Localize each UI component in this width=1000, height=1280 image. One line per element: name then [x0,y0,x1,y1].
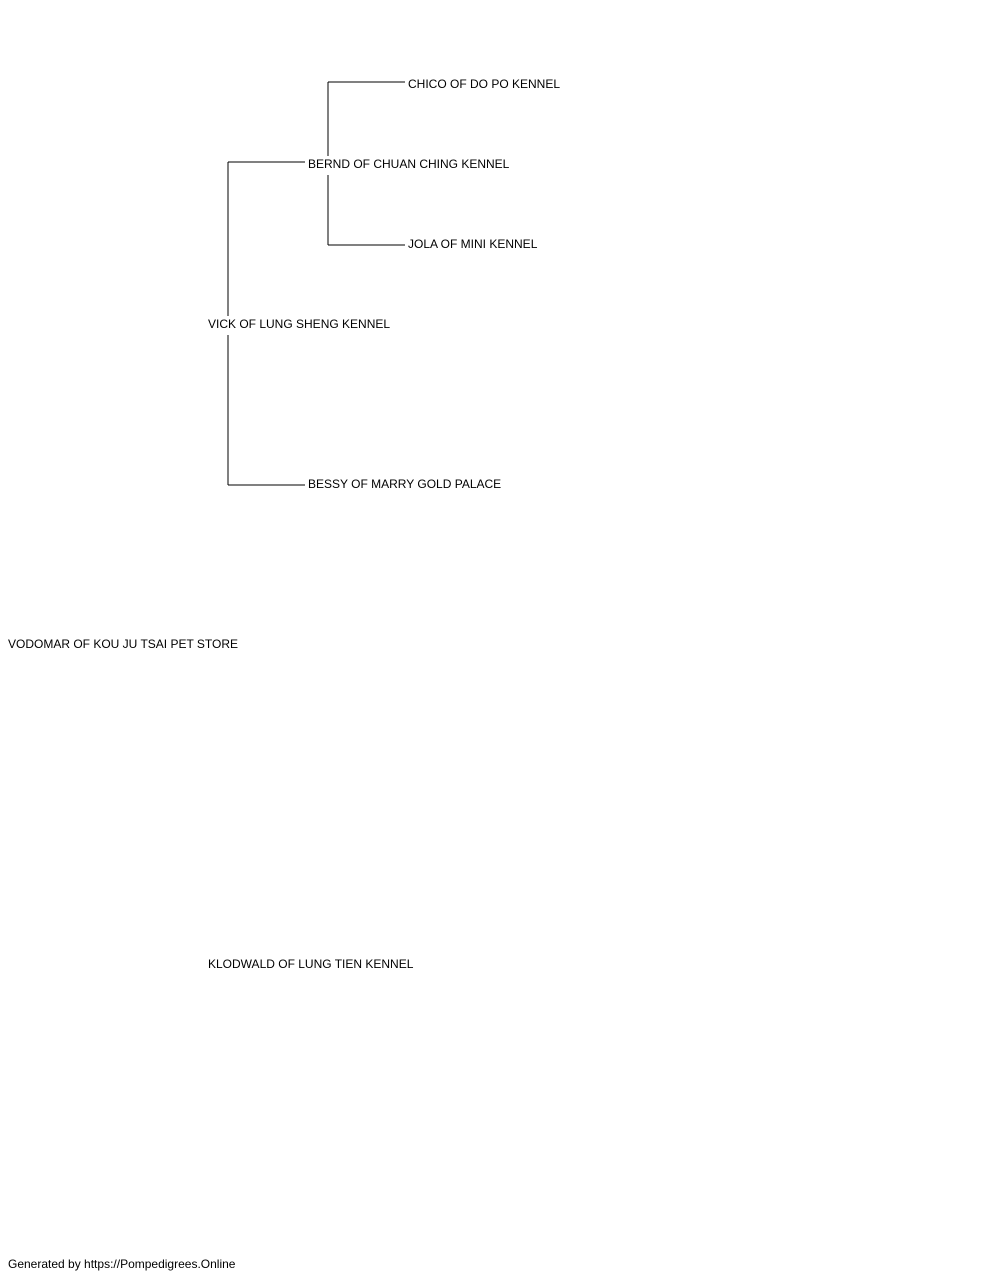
subject-dog-name: VODOMAR OF KOU JU TSAI PET STORE [8,637,239,651]
sire-sire-dam-name: JOLA OF MINI KENNEL [408,237,538,251]
sire-sire-name: BERND OF CHUAN CHING KENNEL [308,157,510,171]
sire-sire-sire-name: CHICO OF DO PO KENNEL [408,77,561,91]
generated-by-footer: Generated by https://Pompedigrees.Online [8,1257,236,1271]
dam-name: KLODWALD OF LUNG TIEN KENNEL [208,957,414,971]
sire-dam-name: BESSY OF MARRY GOLD PALACE [308,477,502,491]
sire-name: VICK OF LUNG SHENG KENNEL [208,317,391,331]
